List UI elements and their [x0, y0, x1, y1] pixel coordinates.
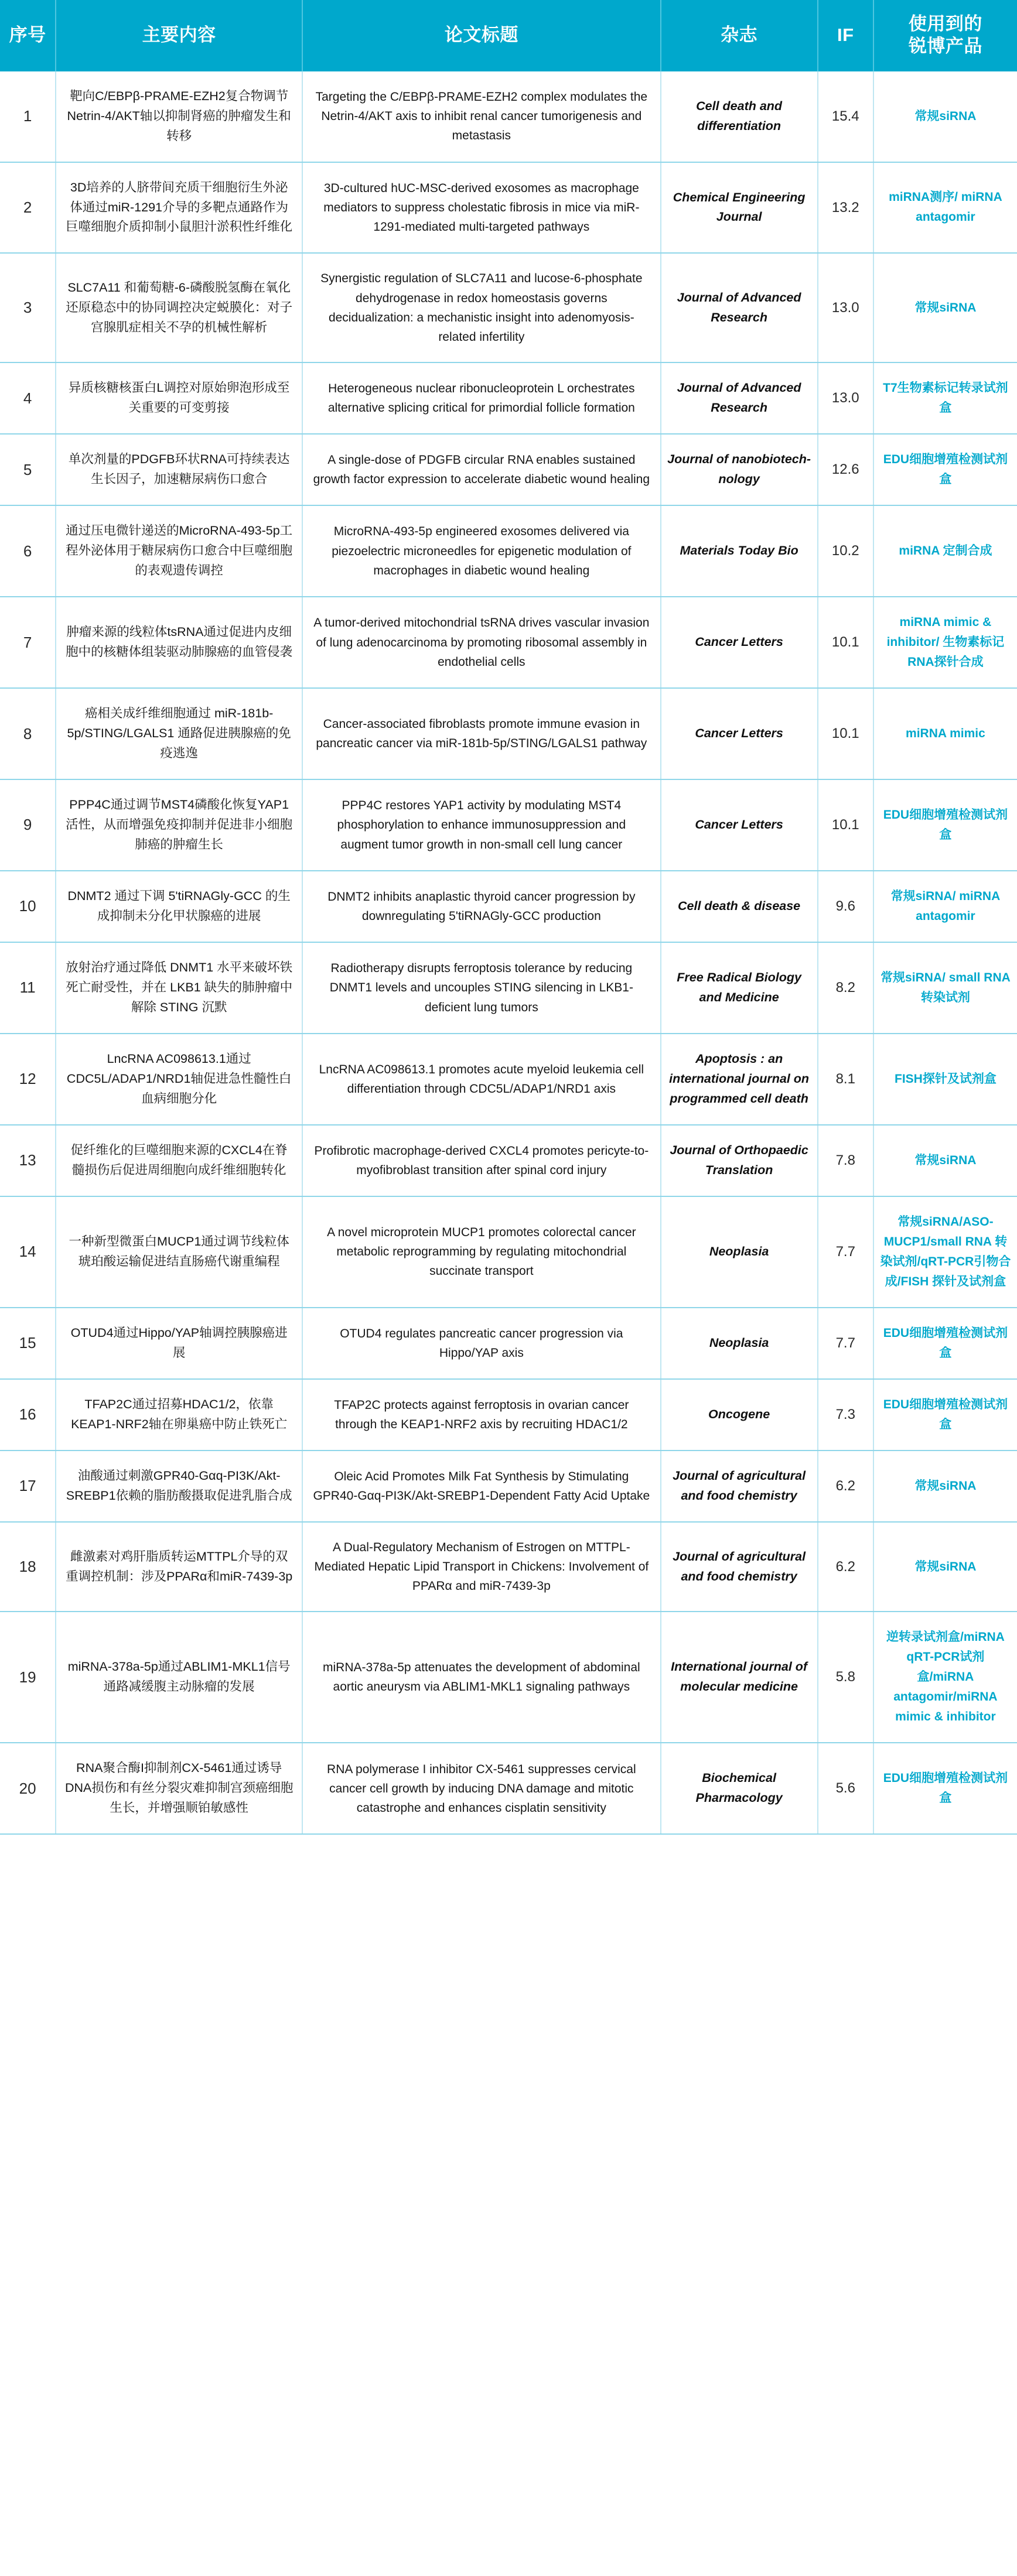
- cell-paper-title: OTUD4 regulates pancreatic cancer progression via Hippo/YAP axis: [302, 1308, 660, 1379]
- cell-impact-factor: 10.1: [818, 597, 873, 688]
- column-header-product: [873, 0, 1017, 71]
- cell-main-content: 靶向C/EBPβ-PRAME-EZH2复合物调节Netrin-4/AKT轴以抑制肾癌的肿瘤发生和转移: [56, 71, 302, 162]
- cell-journal: Cancer Letters: [661, 688, 818, 779]
- table-row: [0, 162, 1017, 254]
- cell-paper-title: A single-dose of PDGFB circular RNA enables sustained growth factor expression to accelerate diabetic wound healing: [302, 434, 660, 505]
- column-header-if: IF: [818, 0, 873, 71]
- cell-index: 12: [0, 1034, 56, 1125]
- cell-journal: Cell death and differentiation: [661, 71, 818, 162]
- cell-paper-title: RNA polymerase I inhibitor CX-5461 suppresses cervical cancer cell growth by inducing DNA damage and mitotic catastrophe and enhances cisplatin sensitivity: [302, 1743, 660, 1834]
- cell-ribobio-product: 常规siRNA: [873, 1451, 1017, 1522]
- cell-ribobio-product: EDU细胞增殖检测试剂盒: [873, 1743, 1017, 1834]
- cell-main-content: DNMT2 通过下调 5'tiRNAGly-GCC 的生成抑制未分化甲状腺癌的进展: [56, 871, 302, 942]
- table-row: [0, 362, 1017, 434]
- cell-impact-factor: 8.1: [818, 1034, 873, 1125]
- cell-ribobio-product: 常规siRNA/ miRNA antagomir: [873, 871, 1017, 942]
- cell-index: 19: [0, 1612, 56, 1743]
- cell-ribobio-product: 逆转录试剂盒/miRNA qRT-PCR试剂盒/miRNA antagomir/miRNA mimic & inhibitor: [873, 1612, 1017, 1743]
- cell-main-content: OTUD4通过Hippo/YAP轴调控胰腺癌进展: [56, 1308, 302, 1379]
- cell-impact-factor: 8.2: [818, 942, 873, 1034]
- cell-index: 10: [0, 871, 56, 942]
- table-header: [0, 0, 1017, 71]
- table-row: [0, 942, 1017, 1034]
- cell-ribobio-product: 常规siRNA: [873, 253, 1017, 362]
- table-row: [0, 1196, 1017, 1308]
- cell-impact-factor: 15.4: [818, 71, 873, 162]
- cell-index: 5: [0, 434, 56, 505]
- table-row: [0, 1522, 1017, 1612]
- cell-impact-factor: 12.6: [818, 434, 873, 505]
- cell-main-content: 3D培养的人脐带间充质干细胞衍生外泌体通过miR-1291介导的多靶点通路作为巨噬细胞介质抑制小鼠胆汁淤积性纤维化: [56, 162, 302, 254]
- cell-ribobio-product: 常规siRNA/ small RNA 转染试剂: [873, 942, 1017, 1034]
- cell-main-content: SLC7A11 和葡萄糖-6-磷酸脱氢酶在氧化还原稳态中的协同调控决定蜕膜化：对子宫腺肌症相关不孕的机械性解析: [56, 253, 302, 362]
- cell-index: 4: [0, 362, 56, 434]
- cell-ribobio-product: miRNA 定制合成: [873, 505, 1017, 597]
- cell-impact-factor: 13.0: [818, 362, 873, 434]
- cell-ribobio-product: FISH探针及试剂盒: [873, 1034, 1017, 1125]
- cell-index: 2: [0, 162, 56, 254]
- table-row: [0, 597, 1017, 688]
- cell-ribobio-product: EDU细胞增殖检测试剂盒: [873, 434, 1017, 505]
- cell-index: 1: [0, 71, 56, 162]
- cell-main-content: PPP4C通过调节MST4磷酸化恢复YAP1活性，从而增强免疫抑制并促进非小细胞肺癌的肿瘤生长: [56, 779, 302, 871]
- cell-impact-factor: 9.6: [818, 871, 873, 942]
- table-row: [0, 71, 1017, 162]
- cell-impact-factor: 10.1: [818, 688, 873, 779]
- cell-ribobio-product: 常规siRNA/ASO-MUCP1/small RNA 转染试剂/qRT-PCR引物合成/FISH 探针及试剂盒: [873, 1196, 1017, 1308]
- table-row: [0, 779, 1017, 871]
- cell-paper-title: Synergistic regulation of SLC7A11 and lucose-6-phosphate dehydrogenase in redox homeostasis governs decidualization: a mechanistic insight into adenomyosis-related infertility: [302, 253, 660, 362]
- cell-impact-factor: 10.2: [818, 505, 873, 597]
- cell-impact-factor: 13.0: [818, 253, 873, 362]
- table-row: [0, 688, 1017, 779]
- cell-main-content: 癌相关成纤维细胞通过 miR-181b-5p/STING/LGALS1 通路促进胰腺癌的免疫逃逸: [56, 688, 302, 779]
- cell-main-content: 通过压电微针递送的MicroRNA-493-5p工程外泌体用于糖尿病伤口愈合中巨噬细胞的表观遗传调控: [56, 505, 302, 597]
- cell-paper-title: TFAP2C protects against ferroptosis in ovarian cancer through the KEAP1-NRF2 axis by recruiting HDAC1/2: [302, 1379, 660, 1451]
- column-header-title: 论文标题: [302, 0, 660, 71]
- cell-main-content: 雌激素对鸡肝脂质转运MTTPL介导的双重调控机制：涉及PPARα和miR-7439-3p: [56, 1522, 302, 1612]
- cell-paper-title: A Dual-Regulatory Mechanism of Estrogen on MTTPL-Mediated Hepatic Lipid Transport in Chickens: Involvement of PPARα and miR-7439-3p: [302, 1522, 660, 1612]
- cell-journal: International journal of molecular medicine: [661, 1612, 818, 1743]
- table-row: [0, 1308, 1017, 1379]
- cell-ribobio-product: EDU细胞增殖检测试剂盒: [873, 779, 1017, 871]
- cell-impact-factor: 13.2: [818, 162, 873, 254]
- cell-impact-factor: 6.2: [818, 1451, 873, 1522]
- cell-journal: Journal of Advanced Research: [661, 253, 818, 362]
- cell-paper-title: Heterogeneous nuclear ribonucleoprotein L orchestrates alternative splicing critical for primordial follicle formation: [302, 362, 660, 434]
- cell-index: 16: [0, 1379, 56, 1451]
- cell-ribobio-product: 常规siRNA: [873, 71, 1017, 162]
- cell-impact-factor: 10.1: [818, 779, 873, 871]
- table-row: [0, 871, 1017, 942]
- cell-paper-title: Profibrotic macrophage-derived CXCL4 promotes pericyte-to-myofibroblast transition after spinal cord injury: [302, 1125, 660, 1196]
- cell-ribobio-product: EDU细胞增殖检测试剂盒: [873, 1379, 1017, 1451]
- cell-journal: Neoplasia: [661, 1308, 818, 1379]
- cell-impact-factor: 6.2: [818, 1522, 873, 1612]
- table-body: [0, 71, 1017, 1835]
- cell-index: 8: [0, 688, 56, 779]
- cell-main-content: 油酸通过刺激GPR40-Gαq-PI3K/Akt-SREBP1依赖的脂肪酸摄取促进乳脂合成: [56, 1451, 302, 1522]
- table-row: [0, 1125, 1017, 1196]
- cell-journal: Journal of Advanced Research: [661, 362, 818, 434]
- cell-paper-title: Cancer-associated fibroblasts promote immune evasion in pancreatic cancer via miR-181b-5p/STING/LGALS1 pathway: [302, 688, 660, 779]
- cell-index: 3: [0, 253, 56, 362]
- cell-ribobio-product: miRNA mimic: [873, 688, 1017, 779]
- cell-journal: Cancer Letters: [661, 779, 818, 871]
- cell-index: 6: [0, 505, 56, 597]
- cell-paper-title: Radiotherapy disrupts ferroptosis tolerance by reducing DNMT1 levels and uncouples STING silencing in LKB1-deficient lung tumors: [302, 942, 660, 1034]
- cell-impact-factor: 7.7: [818, 1196, 873, 1308]
- table-row: [0, 434, 1017, 505]
- cell-journal: Apoptosis : an international journal on programmed cell death: [661, 1034, 818, 1125]
- cell-index: 15: [0, 1308, 56, 1379]
- column-header-index: 序号: [0, 0, 56, 71]
- cell-paper-title: miRNA-378a-5p attenuates the development of abdominal aortic aneurysm via ABLIM1-MKL1 signaling pathways: [302, 1612, 660, 1743]
- cell-impact-factor: 5.8: [818, 1612, 873, 1743]
- cell-journal: Free Radical Biology and Medicine: [661, 942, 818, 1034]
- table-row: [0, 1612, 1017, 1743]
- column-header-product-line1: 使用到的: [908, 13, 982, 34]
- table-row: [0, 253, 1017, 362]
- cell-paper-title: Targeting the C/EBPβ-PRAME-EZH2 complex modulates the Netrin-4/AKT axis to inhibit renal cancer tumorigenesis and metastasis: [302, 71, 660, 162]
- cell-index: 14: [0, 1196, 56, 1308]
- cell-journal: Journal of Orthopaedic Translation: [661, 1125, 818, 1196]
- cell-paper-title: Oleic Acid Promotes Milk Fat Synthesis by Stimulating GPR40-Gαq-PI3K/Akt-SREBP1-Dependent Fatty Acid Uptake: [302, 1451, 660, 1522]
- cell-main-content: miRNA-378a-5p通过ABLIM1-MKL1信号通路减缓腹主动脉瘤的发展: [56, 1612, 302, 1743]
- cell-journal: Materials Today Bio: [661, 505, 818, 597]
- cell-index: 17: [0, 1451, 56, 1522]
- cell-main-content: 一种新型微蛋白MUCP1通过调节线粒体琥珀酸运输促进结直肠癌代谢重编程: [56, 1196, 302, 1308]
- cell-journal: Journal of agricultural and food chemistry: [661, 1522, 818, 1612]
- cell-main-content: LncRNA AC098613.1通过CDC5L/ADAP1/NRD1轴促进急性髓性白血病细胞分化: [56, 1034, 302, 1125]
- table-row: [0, 1743, 1017, 1834]
- cell-journal: Cell death & disease: [661, 871, 818, 942]
- cell-index: 11: [0, 942, 56, 1034]
- column-header-journal: 杂志: [661, 0, 818, 71]
- cell-index: 13: [0, 1125, 56, 1196]
- cell-main-content: 放射治疗通过降低 DNMT1 水平来破坏铁死亡耐受性，并在 LKB1 缺失的肺肿瘤中解除 STING 沉默: [56, 942, 302, 1034]
- cell-index: 7: [0, 597, 56, 688]
- cell-main-content: 肿瘤来源的线粒体tsRNA通过促进内皮细胞中的核糖体组装驱动肺腺癌的血管侵袭: [56, 597, 302, 688]
- table-row: [0, 1034, 1017, 1125]
- cell-impact-factor: 7.8: [818, 1125, 873, 1196]
- cell-paper-title: A novel microprotein MUCP1 promotes colorectal cancer metabolic reprogramming by regulating mitochondrial succinate transport: [302, 1196, 660, 1308]
- cell-main-content: RNA聚合酶I抑制剂CX-5461通过诱导DNA损伤和有丝分裂灾难抑制宫颈癌细胞生长，并增强顺铂敏感性: [56, 1743, 302, 1834]
- cell-ribobio-product: EDU细胞增殖检测试剂盒: [873, 1308, 1017, 1379]
- cell-ribobio-product: 常规siRNA: [873, 1522, 1017, 1612]
- cell-journal: Biochemical Pharmacology: [661, 1743, 818, 1834]
- cell-impact-factor: 7.7: [818, 1308, 873, 1379]
- cell-paper-title: MicroRNA-493-5p engineered exosomes delivered via piezoelectric microneedles for epigenetic modulation of macrophages in diabetic wound healing: [302, 505, 660, 597]
- table-row: [0, 505, 1017, 597]
- cell-main-content: 单次剂量的PDGFB环状RNA可持续表达生长因子，加速糖尿病伤口愈合: [56, 434, 302, 505]
- cell-paper-title: DNMT2 inhibits anaplastic thyroid cancer progression by downregulating 5'tiRNAGly-GCC production: [302, 871, 660, 942]
- cell-ribobio-product: miRNA测序/ miRNA antagomir: [873, 162, 1017, 254]
- cell-journal: Journal of nanobiotech-nology: [661, 434, 818, 505]
- cell-ribobio-product: miRNA mimic & inhibitor/ 生物素标记RNA探针合成: [873, 597, 1017, 688]
- cell-paper-title: PPP4C restores YAP1 activity by modulating MST4 phosphorylation to enhance immunosuppression and augment tumor growth in non-small cell lung cancer: [302, 779, 660, 871]
- cell-main-content: 异质核糖核蛋白L调控对原始卵泡形成至关重要的可变剪接: [56, 362, 302, 434]
- cell-paper-title: A tumor-derived mitochondrial tsRNA drives vascular invasion of lung adenocarcinoma by promoting ribosomal assembly in endothelial cells: [302, 597, 660, 688]
- cell-impact-factor: 7.3: [818, 1379, 873, 1451]
- column-header-content: 主要内容: [56, 0, 302, 71]
- table-row: [0, 1379, 1017, 1451]
- cell-paper-title: 3D-cultured hUC-MSC-derived exosomes as macrophage mediators to suppress cholestatic fibrosis in mice via miR-1291-mediated multi-targeted pathways: [302, 162, 660, 254]
- cell-index: 9: [0, 779, 56, 871]
- cell-main-content: TFAP2C通过招募HDAC1/2，依靠KEAP1-NRF2轴在卵巢癌中防止铁死亡: [56, 1379, 302, 1451]
- cell-journal: Journal of agricultural and food chemistry: [661, 1451, 818, 1522]
- cell-index: 18: [0, 1522, 56, 1612]
- column-header-product-line2: 锐博产品: [908, 35, 982, 56]
- cell-ribobio-product: 常规siRNA: [873, 1125, 1017, 1196]
- table-header-row: [0, 0, 1017, 71]
- cell-index: 20: [0, 1743, 56, 1834]
- cell-impact-factor: 5.6: [818, 1743, 873, 1834]
- cell-ribobio-product: T7生物素标记转录试剂盒: [873, 362, 1017, 434]
- cell-journal: Chemical Engineering Journal: [661, 162, 818, 254]
- cell-journal: Oncogene: [661, 1379, 818, 1451]
- cell-journal: Neoplasia: [661, 1196, 818, 1308]
- cell-journal: Cancer Letters: [661, 597, 818, 688]
- cell-paper-title: LncRNA AC098613.1 promotes acute myeloid leukemia cell differentiation through CDC5L/ADAP1/NRD1 axis: [302, 1034, 660, 1125]
- table-row: [0, 1451, 1017, 1522]
- cell-main-content: 促纤维化的巨噬细胞来源的CXCL4在脊髓损伤后促进周细胞向成纤维细胞转化: [56, 1125, 302, 1196]
